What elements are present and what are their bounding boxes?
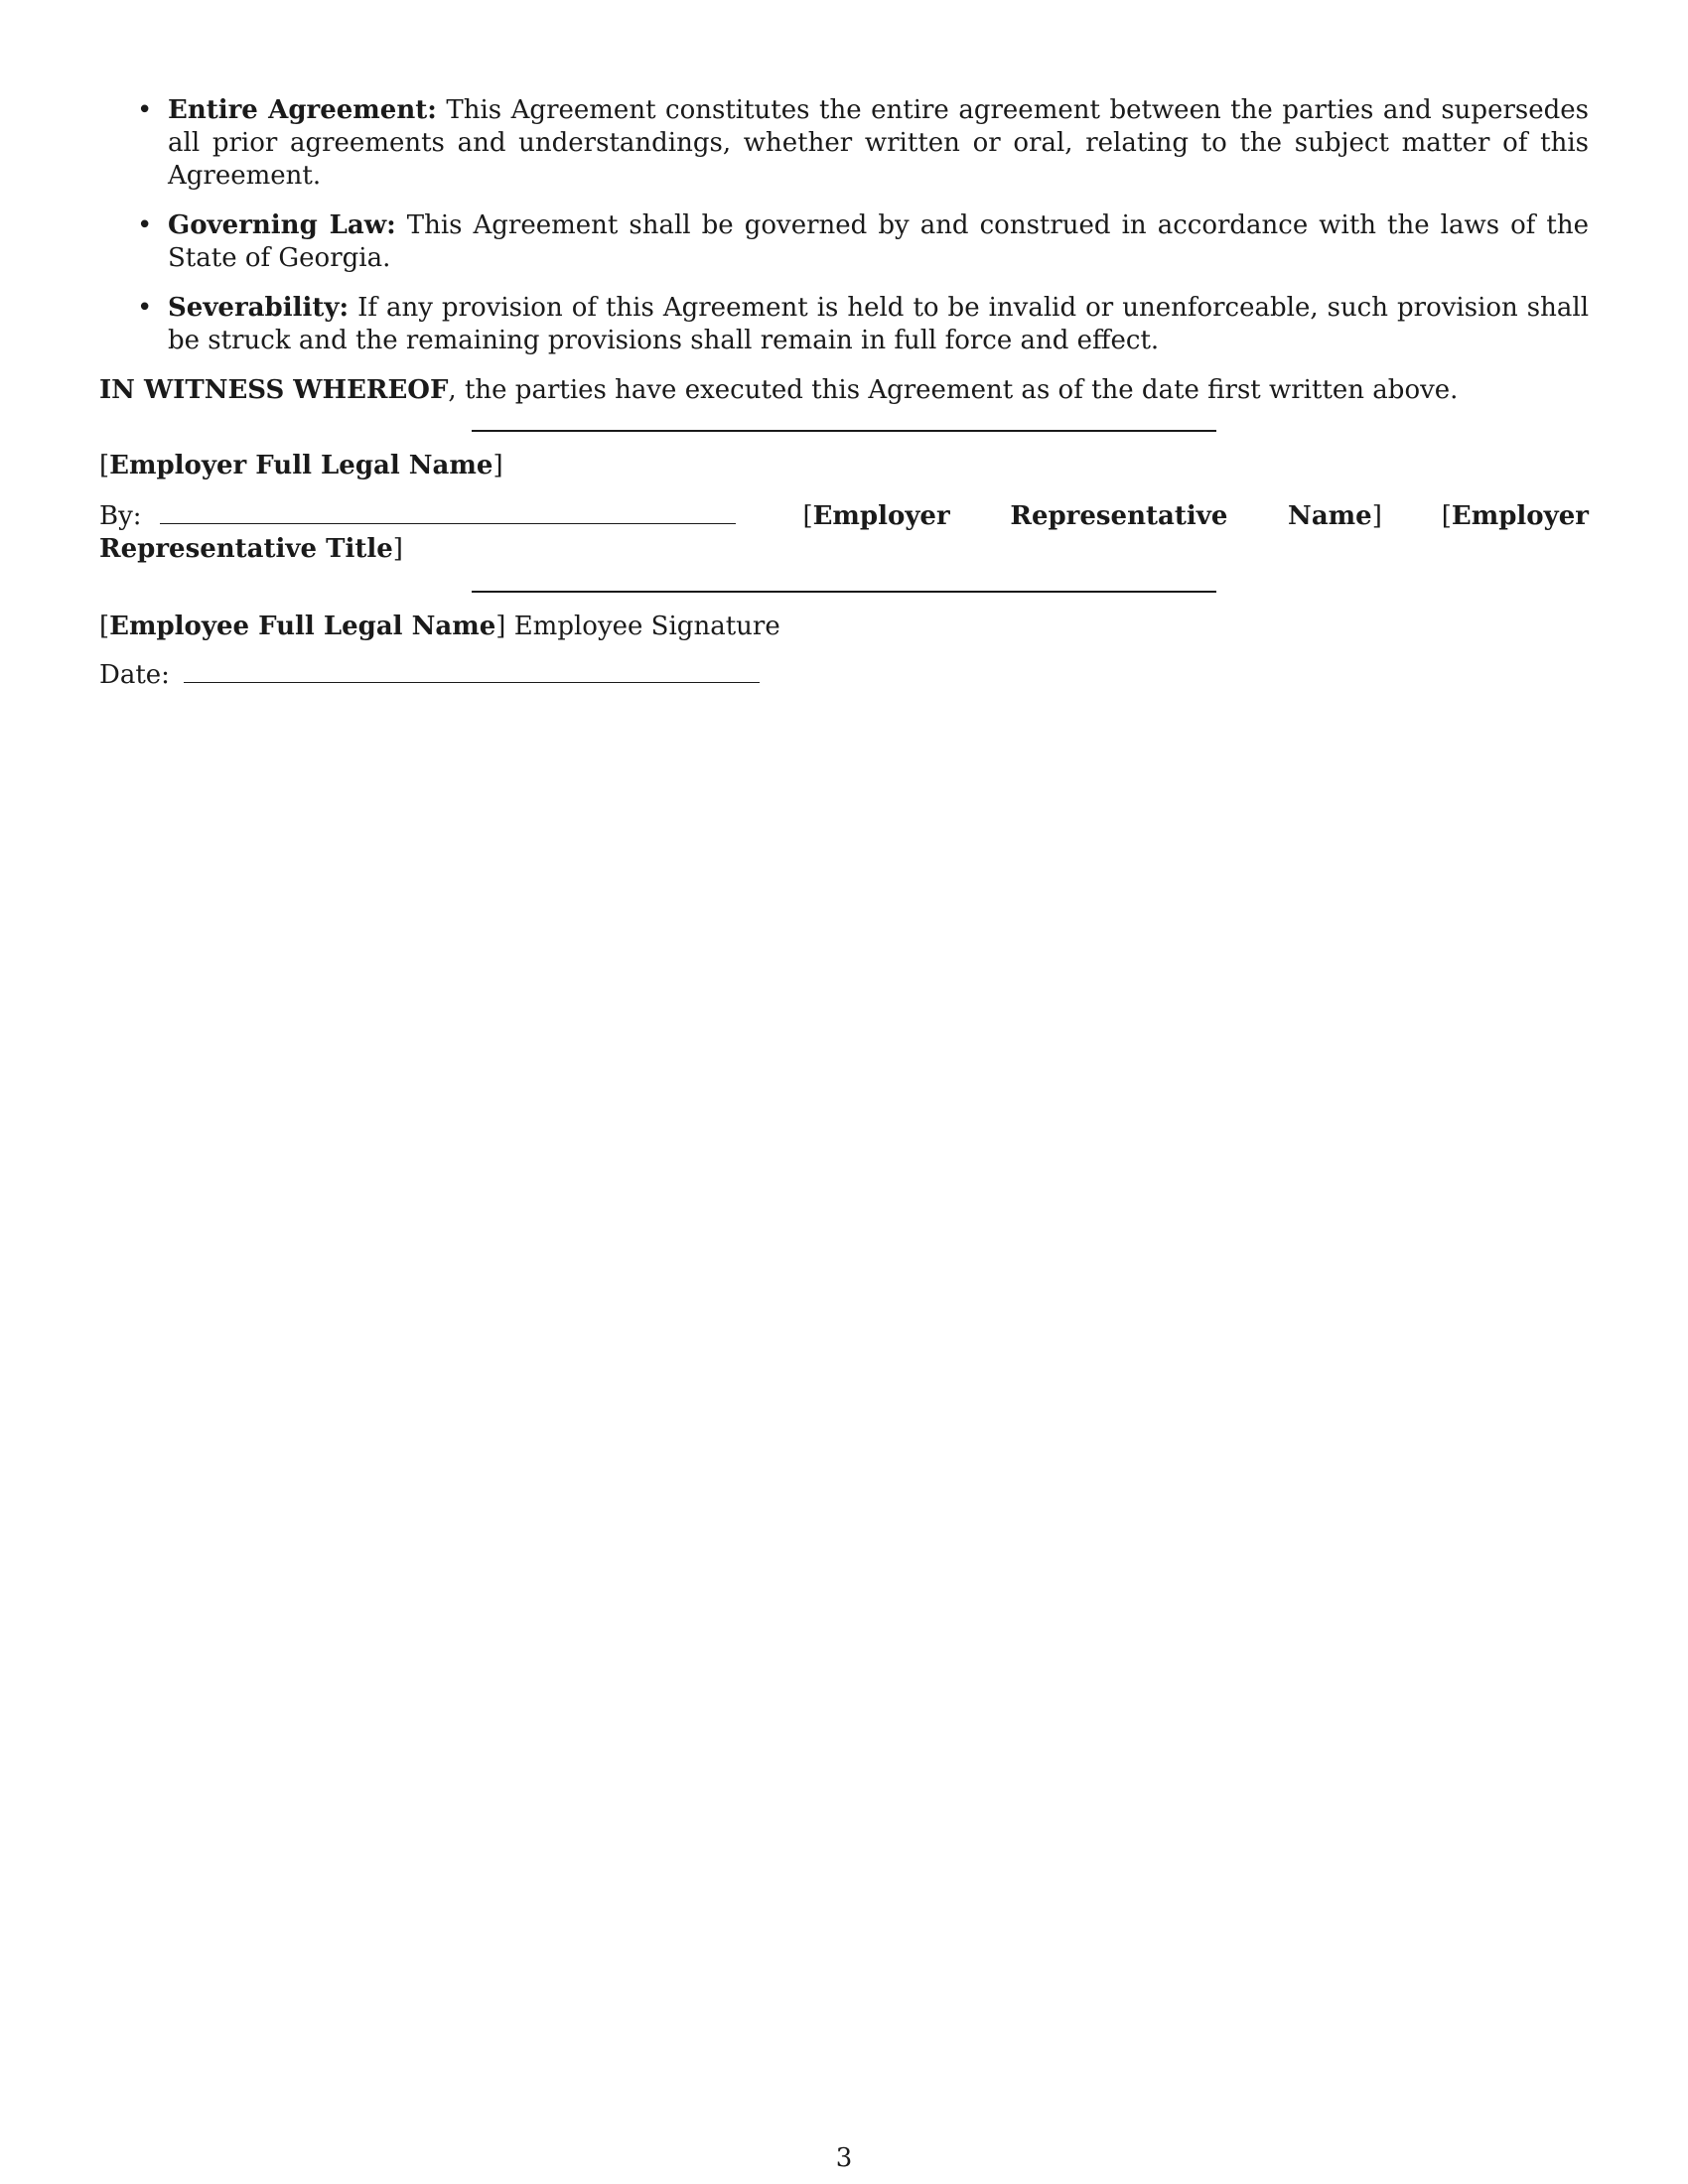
clause-title: Entire Agreement: (168, 95, 437, 125)
employee-name-block: [Employee Full Legal Name] Employee Signature (99, 612, 780, 641)
clause-governing-law (99, 209, 1589, 275)
employer-rep-title-placeholder: Employer Representative Title (99, 501, 1589, 564)
clause-text: This Agreement shall be governed by and construed in accordance with the laws of the State of Georgia. (168, 210, 1590, 273)
page-number: 3 (835, 2143, 853, 2173)
by-signature-blank[interactable] (160, 499, 736, 524)
bullet-icon: • (137, 293, 153, 323)
employee-signature-line[interactable] (472, 591, 1216, 593)
clause-title: Severability: (168, 293, 350, 323)
date-label: Date: (99, 660, 170, 690)
clause-text: If any provision of this Agreement is held to be invalid or unenforceable, such provision shall be struck and the remaining provisions shall remain in full force and effect. (168, 293, 1590, 355)
bullet-icon: • (137, 210, 153, 240)
clause-list (99, 94, 1589, 357)
clause-entire-agreement (99, 94, 1589, 193)
clause-title: Governing Law: (168, 210, 396, 240)
date-blank[interactable] (184, 658, 760, 683)
employee-name-placeholder: Employee Full Legal Name (109, 612, 496, 641)
employee-signature-label: Employee Signature (513, 612, 780, 641)
employer-by-line: By: [Employer Representative Name] [Employer Representative Title] (99, 501, 1589, 564)
employer-name-block: [Employer Full Legal Name] (99, 451, 503, 480)
bullet-icon: • (137, 95, 153, 125)
employer-signature-line[interactable] (472, 430, 1216, 432)
by-label: By: (99, 501, 142, 531)
witness-lead: IN WITNESS WHEREOF (99, 375, 449, 405)
clause-severability (99, 292, 1589, 357)
date-line (99, 658, 1589, 692)
employer-name-placeholder: Employer Full Legal Name (109, 451, 493, 480)
witness-text: , the parties have executed this Agreement as of the date first written above. (448, 375, 1459, 405)
employer-rep-name-placeholder: Employer Representative Name (812, 501, 1372, 531)
witness-statement (99, 374, 1589, 407)
clause-text: This Agreement constitutes the entire agreement between the parties and supersedes all prior agreements and understandings, whether written or oral, relating to the subject matter of this Agreement. (168, 95, 1589, 191)
document-page (99, 94, 1589, 692)
